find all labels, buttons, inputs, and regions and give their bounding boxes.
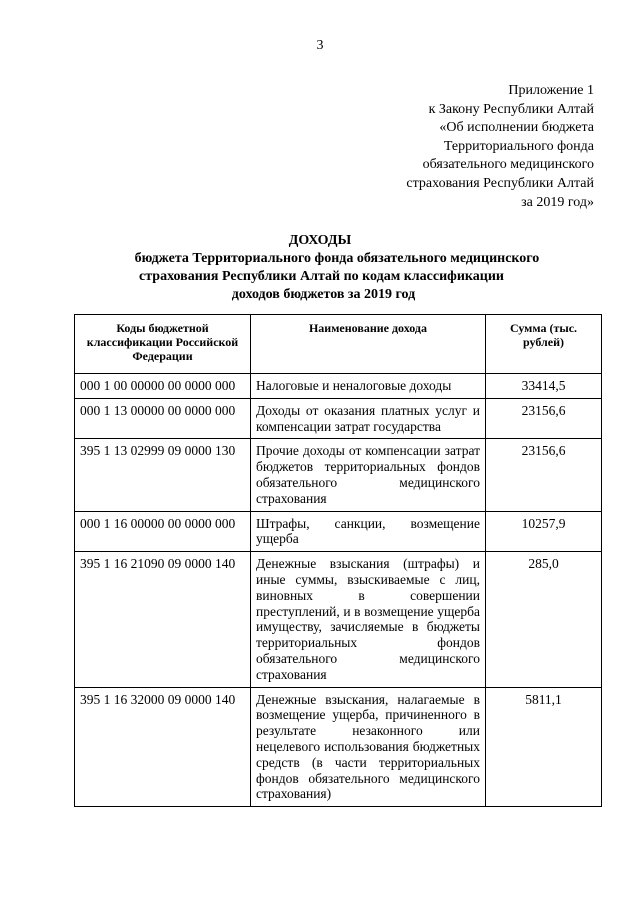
appendix-line: к Закону Республики Алтай [428,101,594,117]
header-sum: Сумма (тыс. рублей) [486,315,602,374]
row-code: 000 1 00 00000 00 0000 000 [75,374,251,399]
row-sum: 10257,9 [486,511,602,552]
appendix-note [406,82,594,212]
table-row [75,552,602,687]
row-name: Налоговые и неналоговые доходы [251,374,486,399]
row-name: Штрафы, санкции, возмещение ущерба [251,511,486,552]
header-code: Коды бюджетной классификации Российской Федерации [75,315,251,374]
title-line: страхования Республики Алтай по кодам классификации [139,269,504,284]
appendix-line: обязательного медицинского [422,157,594,173]
row-sum: 33414,5 [486,374,602,399]
title-line: бюджета Территориального фонда обязательного медицинского [134,251,540,266]
row-name: Прочие доходы от компенсации затрат бюджетов территориальных фондов обязательного медицинского страхования [251,439,486,511]
header-name: Наименование дохода [251,315,486,374]
appendix-line: Приложение 1 [508,83,594,98]
row-name: Денежные взыскания (штрафы) и иные суммы, взыскиваемые с лиц, виновных в совершении преступлений, и в возмещение ущерба имуществу, зачисляемые в бюджеты территориальных фондов обязательного медицинского страхования [251,552,486,687]
row-code: 000 1 16 00000 00 0000 000 [75,511,251,552]
row-code: 395 1 13 02999 09 0000 130 [75,439,251,511]
row-name: Денежные взыскания, налагаемые в возмещение ущерба, причиненного в результате незаконного или нецелевого использования бюджетных средств (в части территориальных фондов обязательного медицинского страхования) [251,687,486,807]
appendix-line: «Об исполнении бюджета [439,120,594,136]
row-code: 000 1 13 00000 00 0000 000 [75,398,251,439]
appendix-line: за 2019 год» [521,194,594,210]
table-row [75,398,602,439]
appendix-line: Территориального фонда [443,138,594,154]
income-table [74,314,602,807]
row-name: Доходы от оказания платных услуг и компенсации затрат государства [251,398,486,439]
row-code: 395 1 16 32000 09 0000 140 [75,687,251,807]
table-header-row [75,315,602,374]
appendix-line: страхования Республики Алтай [406,175,594,191]
row-code: 395 1 16 21090 09 0000 140 [75,552,251,687]
row-sum: 23156,6 [486,439,602,511]
title-main: ДОХОДЫ [288,233,352,248]
table-row [75,439,602,511]
page-number: 3 [316,38,324,53]
title-line: доходов бюджетов за 2019 год [231,287,416,302]
row-sum: 285,0 [486,552,602,687]
document-title [0,232,640,304]
table-row [75,687,602,807]
table-row [75,374,602,399]
row-sum: 5811,1 [486,687,602,807]
table-row [75,511,602,552]
row-sum: 23156,6 [486,398,602,439]
